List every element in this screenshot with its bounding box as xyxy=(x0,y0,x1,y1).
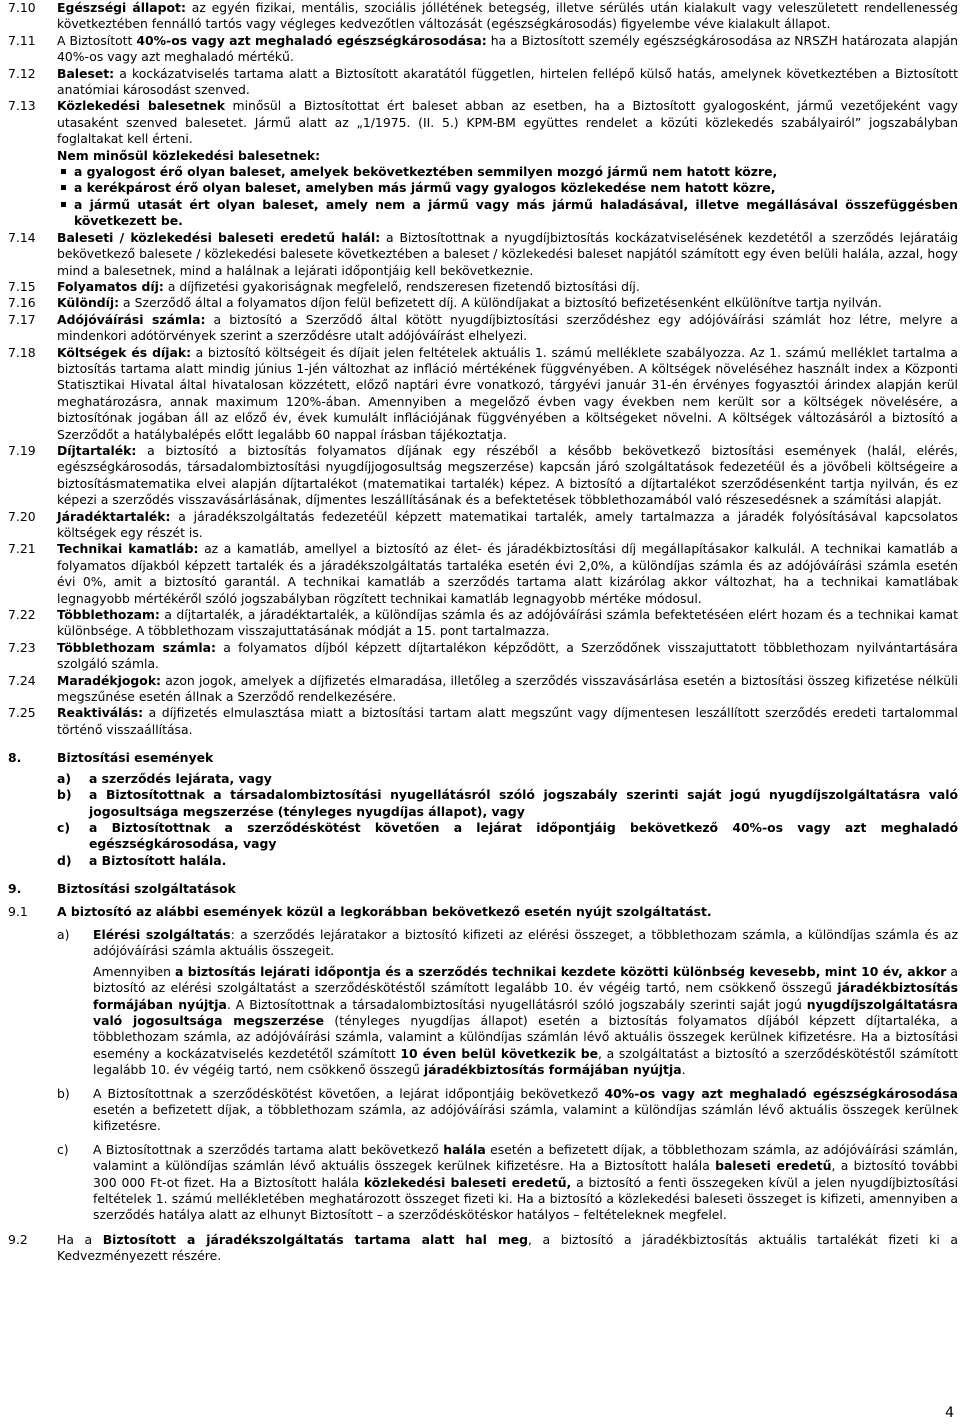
definition-item xyxy=(8,345,958,443)
item-text: Közlekedési balesetnek minősül a Biztosítottat ért baleset abban az esetben, ha a Biztosított gyalogosként, jármű vezetőjeként vagy utasaként szenved balesetet. Jármű alatt az „1/1975. (II. 5.) KPM-BM együttes rendelet a közúti közlekedés szabályairól” jogszabályban foglaltakat kell érteni. Nem minősül közlekedési balesetnek: a gyalogost érő olyan baleset, amelyek bekövetkeztében semmilyen mozgó jármű nem hatott közre, a kerékpárost érő olyan baleset, amelyben más jármű vagy gyalogos közlekedése nem hatott közre, a jármű utasát ért olyan baleset, amely nem a jármű vagy más jármű haladásával, illetve megállásával összefüggésben következett be. xyxy=(57,98,958,229)
section-9-heading xyxy=(8,881,958,897)
section-number: 8. xyxy=(8,750,22,766)
definition-item xyxy=(8,0,958,33)
item-text: Technikai kamatláb: az a kamatláb, amellyel a biztosító az élet- és járadékbiztosítási díj megállapításakor kalkulál. A technikai kamatláb a folyamatos díjakból képzett tartalék és a járadékszolgáltatás tartaléka esetén évi 2,0%, a különdíjas számla és az adójóváírási számla esetén évi 0%, amit a biztosító garantál. A technikai kamatláb a szerződés tartama alatt kizárólag akkor változhat, ha a technikai kamatlábak legnagyobb mértékéről szóló jogszabályban rögzített technikai kamatláb legnagyobb mértéke módosul. xyxy=(57,541,958,606)
section-8-list xyxy=(8,771,958,869)
definition-item xyxy=(8,98,958,229)
page-number: 4 xyxy=(945,1405,954,1421)
list-item xyxy=(57,853,958,869)
item-number: 7.19 xyxy=(8,442,36,458)
definition-item xyxy=(8,541,958,607)
item-label: d) xyxy=(57,852,72,868)
item-number: 7.21 xyxy=(8,541,36,557)
item-number: 7.18 xyxy=(8,344,36,360)
list-item: a kerékpárost érő olyan baleset, amelyben más jármű vagy gyalogos közlekedése nem hatott közre, xyxy=(57,180,958,196)
definition-item xyxy=(8,443,958,509)
definition-item xyxy=(8,607,958,640)
list-item xyxy=(57,1142,958,1224)
item-number: 7.22 xyxy=(8,607,36,623)
definition-item xyxy=(8,673,958,706)
item-number: 7.17 xyxy=(8,311,36,327)
list-item xyxy=(57,820,958,853)
item-text: Díjtartalék: a biztosító a biztosítás folyamatos díjának egy részéből a később bekövetkező biztosítási események (halál, elérés, egészségkárosodás, társadalombiztosítási nyugdíjjogosultság megszerzése) kapcsán járó szolgáltatások fedezetéül és a jövőbeli költségeire a biztosításmatematika elvei alapján díjtartalékot (matematikai tartalék) képez. A biztosító a díjtartalékot szerződésenként tartja nyilván, és ez képezi a szerződés visszavásárlásának, díjmentes leszállításának és a befektetések többlethozamából való részesedésnek a számítási alapját. xyxy=(57,442,958,508)
section-title: Biztosítási szolgáltatások xyxy=(57,881,236,897)
item-text: Baleseti / közlekedési baleseti eredetű halál: a Biztosítottnak a nyugdíjbiztosítás kockázatviselésének kezdetétől a szerződés lejáratáig bekövetkező balesete / közlekedési balesete következtében a baleset / közlekedési baleset napjától számított egy éven belüli halála, azzal, hogy mind a balesetnek, mind a halálnak a lejárati időpontjáig kell bekövetkeznie. xyxy=(57,229,958,278)
item-number: 7.13 xyxy=(8,98,36,114)
item-continuation: Amennyiben a biztosítás lejárati időpontja és a szerződés technikai kezdete közötti különbség kevesebb, mint 10 év, akkor a biztosító az elérési szolgáltatást a szerződéskötéstől számított legalább 10. év végéig tartó, nem csökkenő összegű járadékbiztosítás formájában nyújtja. A Biztosítottnak a társadalombiztosítási nyugellátásról szóló jogszabály szerinti saját jogú nyugdíjszolgáltatásra való jogosultsága megszerzése (tényleges nyugdíjas állapot) esetén a biztosítás folyamatos díjából képzett díjtartaléka, a többlethozam számla, az adójóváírási számla, valamint a különdíjas számlán lévő aktuális összegek kerülnek kifizetésre. Ha a biztosítási esemény a kockázatviselés kezdetétől számított 10 éven belül következik be, a szolgáltatást a biztosító a szerződéskötéstől számított legalább 10. év végéig tartó, nem csökkenő összegű járadékbiztosítás formájában nyújtja. xyxy=(93,963,958,1078)
section-number: 9. xyxy=(8,881,22,897)
item-text: Adójóváírási számla: a biztosító a Szerződő által kötött nyugdíjbiztosítási szerződéshez egy adójóváírási számlát hoz létre, melyre a mindenkori adótörvények szerint a szerződésre utalt adójóváírást elhelyezi. xyxy=(57,311,959,344)
section-title: A biztosító az alábbi események közül a legkorábban bekövetkező esetén nyújt szolgáltatást. xyxy=(57,903,712,919)
item-text: a Biztosítottnak a társadalombiztosítási nyugellátásról szóló jogszabály szerinti saját jogú nyugdíjszolgáltatásra való jogosultsága megszerzése (tényleges nyugdíjas állapot), vagy xyxy=(89,787,958,819)
item-text: Maradékjogok: azon jogok, amelyek a díjfizetés elmaradása, illetőleg a szerződés visszavásárlása esetén a biztosítási összeg kifizetése nélküli megszűnése esetén állnak a Szerződő rendelkezésére. xyxy=(57,672,958,705)
item-number: 7.15 xyxy=(8,278,36,294)
item-number: 7.11 xyxy=(8,32,36,48)
section-9-2 xyxy=(8,1232,958,1265)
item-number: 7.24 xyxy=(8,672,36,688)
item-label: a) xyxy=(57,770,72,786)
item-number: 7.16 xyxy=(8,295,36,311)
item-text: A Biztosított 40%-os vagy azt meghaladó egészségkárosodása: ha a Biztosított személy egészségkárosodása az NRSZH határozata alapján 40%-os vagy azt meghaladó mértékű. xyxy=(57,32,958,65)
item-text: Egészségi állapot: az egyén fizikai, mentális, szociális jóllétének betegség, illetve sérülés után kialakult vagy veleszületett rendellenesség következtében fennálló tartós vagy végleges kedvezőtlen változását (egészségkárosodás) figyelembe véve kialakult állapot. xyxy=(57,0,958,32)
section-number: 9.2 xyxy=(8,1231,28,1247)
list-item xyxy=(57,927,958,960)
item-text: Különdíj: a Szerződő által a folyamatos díjon felül befizetett díj. A különdíjakat a biztosító befizetésenként elkülönítve tartja nyilván. xyxy=(57,295,882,311)
item-text: Költségek és díjak: a biztosító költségeit és díjait jelen feltételek aktuális 1. számú melléklete szabályozza. Az 1. számú melléklet tartalma a biztosítás tartama alatt mindig június 1-jén változhat az infláció mértékének függvényében. A költségek növeléséhez használt index a Központi Statisztikai Hivatal által hivatalosan közzétett, előző naptári évre vonatkozó, tárgyévi január 31-én érvényes fogyasztói árindex alapján kerül meghatározásra, annak maximum 120%-ában. Amennyiben a megelőző évben vagy években nem került sor a költségek növelésére, a biztosítónak jogában áll az előző év, évek kumulált inflációjának függvényében a költségeket növelni. A költségek változásáról a biztosító a Szerződőt a hatálybalépés előtt legalább 60 nappal írásban tájékoztatja. xyxy=(57,344,958,442)
definition-item xyxy=(8,509,958,542)
list-item xyxy=(57,1086,958,1135)
definition-item xyxy=(8,312,958,345)
item-text: A Biztosítottnak a szerződés tartama alatt bekövetkező halála esetén a befizetett díjak, a többlethozam számla, az adójóváírási számlán, valamint a különdíjas számlán lévő aktuális összegek kerülnek kifizetésre. Ha a Biztosított halála baleseti eredetű, a biztosító további 300 000 Ft-ot fizet. Ha a Biztosított halála közlekedési baleseti eredetű, a biztosító a fenti összegeken kívül a jelen nyugdíjbiztosítási feltételek 1. számú mellékletében meghatározott összeget fizeti ki. Ha a biztosító a közlekedési baleseti összeget is kifizeti, amennyiben a szerződés hatálya alatt az elhunyt Biztosított – a szerződéskötéskor hatályos – feltételeknek megfelel. xyxy=(93,1141,959,1223)
item-number: 7.25 xyxy=(8,705,36,721)
list-item xyxy=(57,771,958,787)
item-text: Baleset: a kockázatviselés tartama alatt a Biztosított akaratától független, hirtelen fellépő külső hatás, amelynek következtében a Biztosított anatómiai károsodást szenved. xyxy=(57,65,958,98)
section-title: Biztosítási események xyxy=(57,750,214,766)
item-text: Elérési szolgáltatás: a szerződés lejáratakor a biztosító kifizeti az elérési összeget, a többlethozam számla, a különdíjas számla és az adójóváírási számla aktuális összegeit. xyxy=(93,926,958,959)
list-item: a gyalogost érő olyan baleset, amelyek bekövetkeztében semmilyen mozgó jármű nem hatott közre, xyxy=(57,164,958,180)
item-text: Folyamatos díj: a díjfizetési gyakoriságnak megfelelő, rendszeresen fizetendő biztosítási díj. xyxy=(57,278,640,294)
definition-item xyxy=(8,230,958,279)
section-8-heading xyxy=(8,750,958,766)
definition-item xyxy=(8,279,958,295)
item-text: Reaktiválás: a díjfizetés elmulasztása miatt a biztosítási tartam alatt megszűnt vagy díjmentesen leszállított szerződés eredeti tartalommal történő visszaállítása. xyxy=(57,705,958,737)
item-text: Többlethozam számla: a folyamatos díjból képzett díjtartalékon képződött, a Szerződőnek visszajuttatott többlethozam nyilvántartására szolgáló számla. xyxy=(57,639,958,672)
item-text: A Biztosítottnak a szerződéskötést követően, a lejárat időpontjáig bekövetkező 40%-os vagy azt meghaladó egészségkárosodása esetén a befizetett díjak, a többlethozam számla, az adójóváírási számla, valamint a különdíjas számlán lévő aktuális összegek kerülnek kifizetésre. xyxy=(93,1085,959,1134)
item-text: a szerződés lejárata, vagy xyxy=(89,770,272,786)
item-text: a Biztosítottnak a szerződéskötést követően a lejárat időpontjáig bekövetkező 40%-os vagy azt meghaladó egészségkárosodása, vagy xyxy=(89,819,958,852)
item-label: a) xyxy=(57,926,70,942)
item-label: c) xyxy=(57,819,71,835)
document-page xyxy=(8,0,958,1265)
definitions-section xyxy=(8,0,958,738)
item-number: 7.12 xyxy=(8,65,36,81)
definition-item xyxy=(8,66,958,99)
item-number: 7.20 xyxy=(8,508,36,524)
item-text: a Biztosított halála. xyxy=(89,852,227,868)
definition-item xyxy=(8,33,958,66)
item-label: b) xyxy=(57,787,72,803)
definition-item xyxy=(8,705,958,738)
section-number: 9.1 xyxy=(8,903,28,919)
list-item xyxy=(57,787,958,820)
item-label: b) xyxy=(57,1085,70,1101)
item-label: c) xyxy=(57,1141,69,1157)
definition-item xyxy=(8,295,958,311)
list-item: a jármű utasát ért olyan baleset, amely nem a jármű vagy más jármű haladásával, illetve megállásával összefüggésben következett be. xyxy=(57,197,958,230)
section-9-1-list xyxy=(8,927,958,1224)
item-number: 7.14 xyxy=(8,229,36,245)
section-9-2-text: Ha a Biztosított a járadékszolgáltatás tartama alatt hal meg, a biztosító a járadékbiztosítás aktuális tartalékát fizeti ki a Kedvezményezett részére. xyxy=(57,1231,958,1264)
item-text: Többlethozam: a díjtartalék, a járadéktartalék, a különdíjas számla és az adójóváírási számla befektetéséen elért hozam és a technikai kamat különbsége. A többlethozam visszajuttatásának módját a 15. pont tartalmazza. xyxy=(57,607,958,639)
item-number: 7.23 xyxy=(8,639,36,655)
definition-item xyxy=(8,640,958,673)
bullet-list xyxy=(57,164,958,230)
item-number: 7.10 xyxy=(8,0,36,15)
section-9-1-heading xyxy=(8,904,958,920)
item-text: Járadéktartalék: a járadékszolgáltatás fedezetéül képzett matematikai tartalék, amely tartalmazza a járadék folyósításával kapcsolatos költségek egy részét is. xyxy=(57,508,958,540)
